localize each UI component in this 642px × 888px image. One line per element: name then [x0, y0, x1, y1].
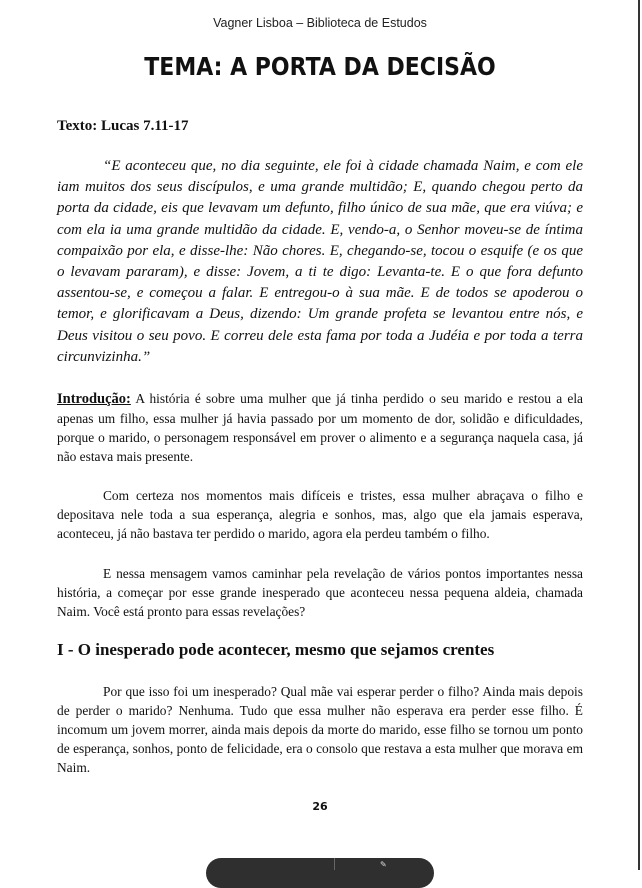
paragraph-4: Por que isso foi um inesperado? Qual mãe vai esperar perder o filho? Ainda mais depois de perder o marido? Nenhuma. Tudo que essa mulher não esperava era perder esse filho. É incomum um jovem morrer, ainda mais depois da morte do marido, esse filho se tornou um ponto de esperança, sonhos, ponto de felicidade, era o consolo que restava a esta mulher que morava em Naim. — [57, 684, 583, 775]
paragraph-2: Com certeza nos momentos mais difíceis e tristes, essa mulher abraçava o filho e depositava nele toda a sua esperança, alegria e sonhos, mas, algo que ela jamais esperava, aconteceu, já não bastava ter perdido o marido, agora ela perdeu também o filho. — [57, 488, 583, 541]
page-title: TEMA: A PORTA DA DECISÃO — [144, 52, 496, 81]
introduction-label: Introdução: — [57, 391, 131, 407]
introduction-text: A história é sobre uma mulher que já tinha perdido o seu marido e restou a ela apenas um filho, essa mulher já havia passado por um momento de dor, solidão e dificuldades, porque o marido, o personagem responsável em prover o alimento e a segurança naquela casa, já não estava mais presente. — [57, 391, 583, 464]
viewer-toolbar[interactable] — [206, 858, 434, 888]
scripture-quote: “E aconteceu que, no dia seguinte, ele foi à cidade chamada Naim, e com ele iam muitos dos seus discípulos, e uma grande multidão; E, quando chegou perto da porta da cidade, eis que levavam um defunto, filho único de sua mãe, que era viúva; e com ela ia uma grande multidão da cidade. E, vendo-a, o Senhor moveu-se de íntima compaixão por ela, e disse-lhe: Não chores. E, chegando-se, tocou o esquife (e os que o levavam pararam), e disse: Jovem, a ti te digo: Levanta-te. E o que fora defunto assentou-se, e começou a falar. E entregou-o à sua mãe. E de todos se apoderou o temor, e glorificavam a Deus, dizendo: Um grande profeta se levantou entre nós, e Deus visitou o seu povo. E correu dele esta fama por toda a Judéia e por toda a terra circunvizinha.” — [57, 158, 583, 365]
toolbar-icon[interactable]: ✎ — [380, 860, 387, 869]
toolbar-divider — [334, 858, 335, 870]
running-header: Vagner Lisboa – Biblioteca de Estudos — [213, 16, 427, 30]
section-heading: I - O inesperado pode acontecer, mesmo que sejamos crentes — [57, 640, 495, 659]
paragraph-3: E nessa mensagem vamos caminhar pela revelação de vários pontos importantes nessa história, a começar por esse grande inesperado que aconteceu nessa pequena aldeia, chamada Naim. Você está pronto para essas revelações? — [57, 566, 583, 619]
text-reference: Texto: Lucas 7.11-17 — [57, 118, 189, 134]
page-edge — [638, 0, 640, 870]
page-number: 26 — [312, 800, 328, 813]
introduction-paragraph — [57, 389, 583, 466]
